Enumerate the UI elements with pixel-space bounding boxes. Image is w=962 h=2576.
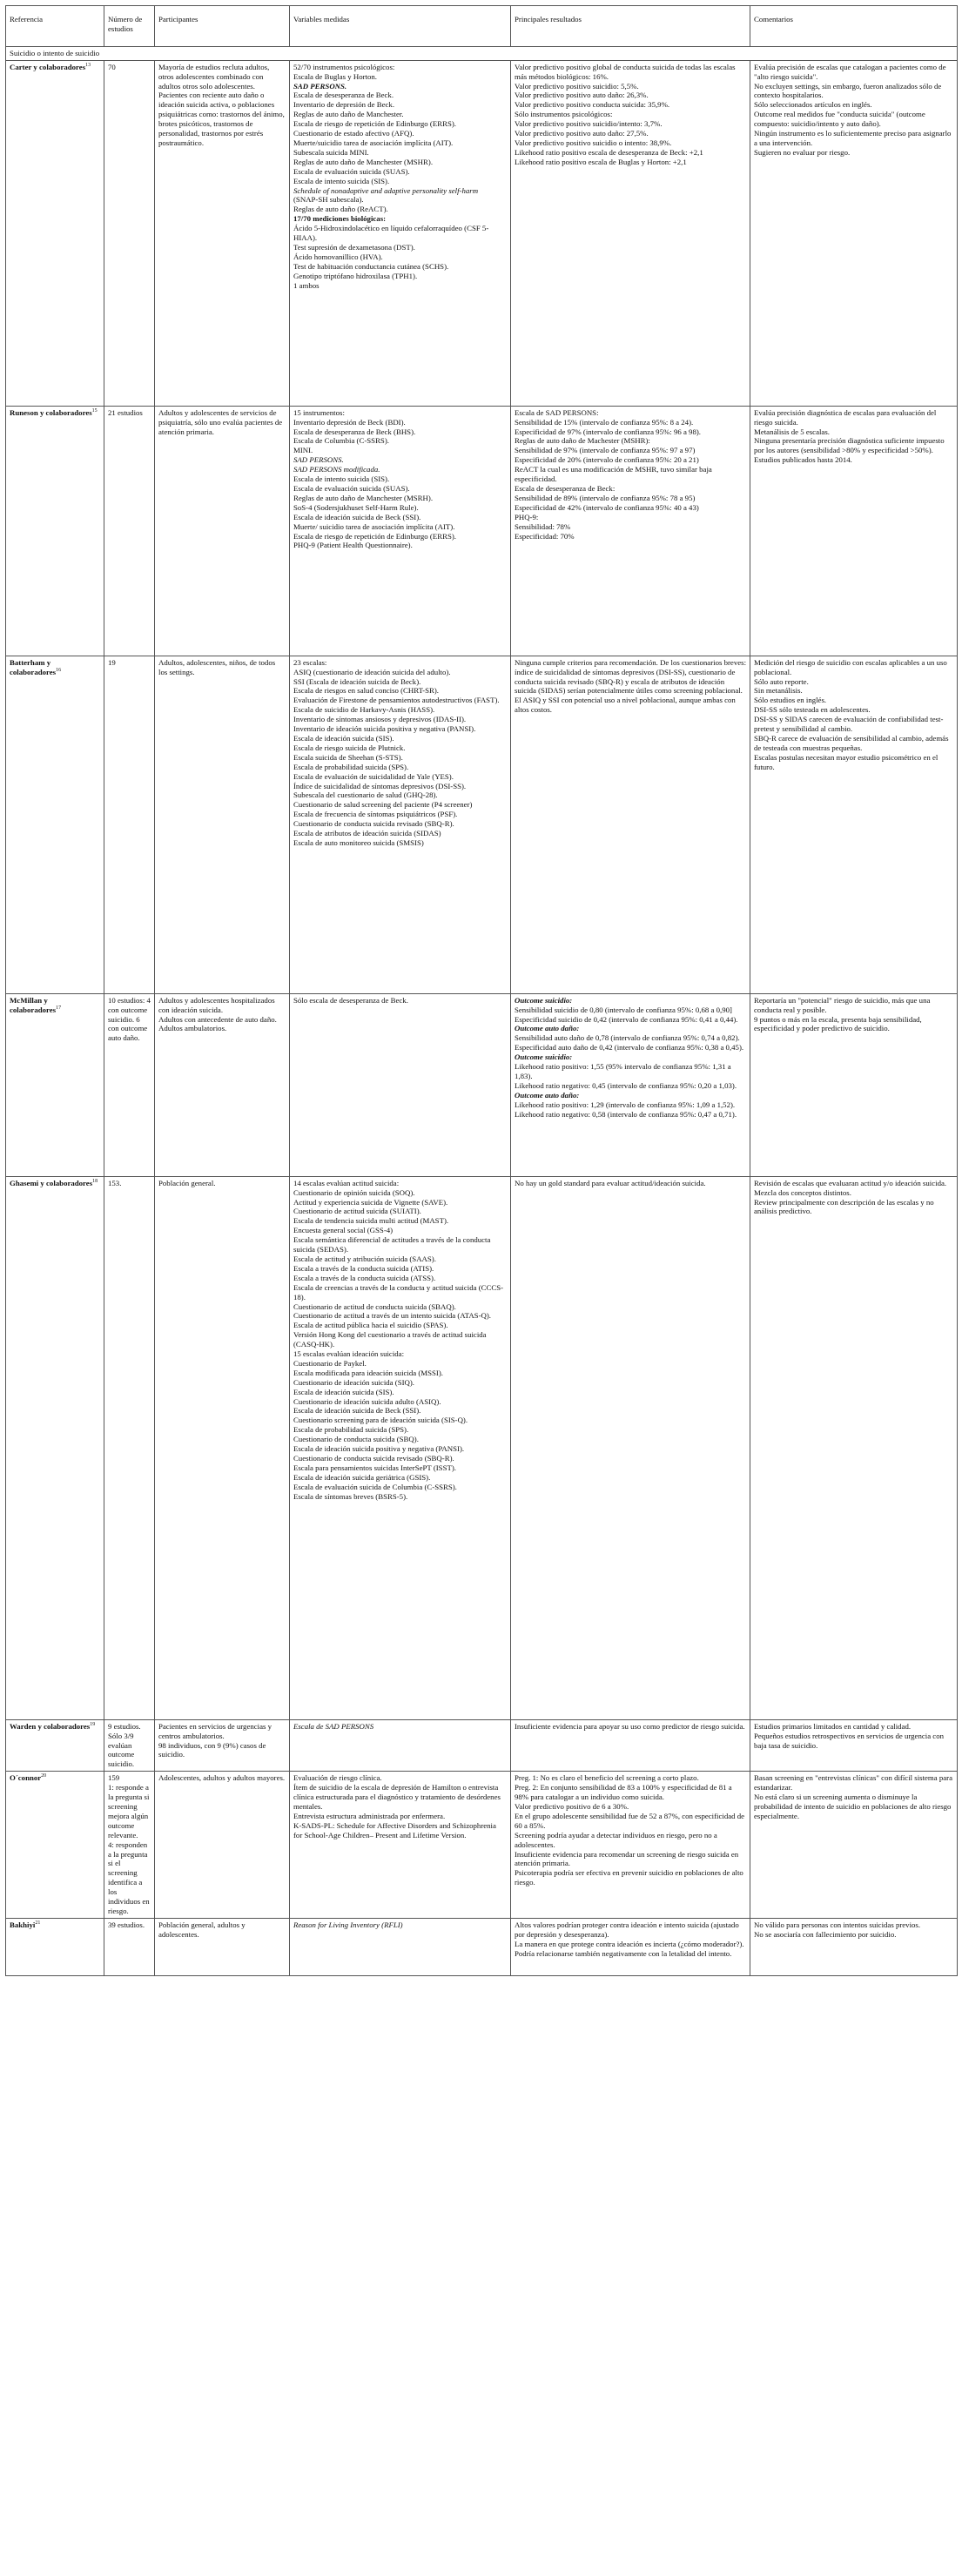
studies-cell — [104, 406, 155, 656]
cell-line: Cuestionario de actitud suicida (SUIATI). — [293, 1207, 421, 1216]
cell-line: SBQ-R carece de evaluación de sensibilidad al cambio, además de testeada con muestras pequeñas. — [754, 733, 949, 752]
cell-line: 52/70 instrumentos psicológicos: — [293, 62, 395, 71]
cell-line: Cuestionario de Paykel. — [293, 1358, 367, 1368]
cell-line: El ASIQ y SSI con potencial uso a nivel poblacional, aunque ambas con altos costos. — [515, 696, 736, 715]
cell-line: 15 instrumentos: — [293, 407, 345, 417]
cell-line: Pacientes en servicios de urgencias y centros ambulatorios. — [158, 1721, 272, 1740]
cell-line: Valor predictivo positivo conducta suicida: 35,9%. — [515, 100, 670, 110]
variables-cell — [290, 1772, 511, 1919]
cell-line: Outcome real medidos fue "conducta suicida" (outcome compuesto: suicidio/intento y auto daño). — [754, 110, 925, 129]
cell-line: 153. — [108, 1178, 122, 1187]
cell-line: PHQ-9: — [515, 512, 539, 521]
cell-line: Valor predictivo positivo suicidio: 5,5%. — [515, 81, 639, 91]
cell-line: Pacientes con reciente auto daño o ideación suicida activa, o poblaciones psiquiátricas como: trastornos del ánimo, brotes psicóticos, trastornos de personalidad, trastornos por estrés postraumático. — [158, 91, 285, 147]
reference-name: Batterham y colaboradores$^{16}$ — [10, 657, 62, 676]
cell-line: Cuestionario de salud screening del paciente (P4 screener) — [293, 800, 473, 810]
cell-line: Escala de frecuencia de síntomas psiquiátricos (PSF). — [293, 810, 458, 819]
reference-name: Ghasemi y colaboradores$^{18}$ — [10, 1178, 98, 1187]
cell-line: Escala a través de la conducta suicida (ATIS). — [293, 1263, 434, 1273]
cell-line: Adultos y adolescentes hospitalizados con ideación suicida. — [158, 995, 275, 1014]
cell-line: Reglas de auto daño de Manchester (MSRH). — [293, 493, 434, 502]
cell-line: PHQ-9 (Patient Health Questionnaire). — [293, 541, 413, 550]
reference-cell — [6, 1772, 104, 1919]
cell-line: Sensibilidad auto daño de 0,78 (intervalo de confianza 95%: 0,74 a 0,82). — [515, 1033, 740, 1043]
cell-line: La manera en que protege contra ideación es incierta (¿cómo moderador?). — [515, 1939, 744, 1948]
table-row — [6, 1918, 958, 1975]
cell-line: Preg. 2: En conjunto sensibilidad de 83 a 100% y especificidad de 81 a 98% para catalogar a un individuo como suicida. — [515, 1783, 732, 1802]
cell-line: Likehood ratio positivo escala de desesperanza de Beck: +2,1 — [515, 147, 703, 157]
cell-line: Escala de ideación suicida geriátrica (GSIS). — [293, 1472, 431, 1482]
cell-line: Escala de probabilidad suicida (SPS). — [293, 762, 409, 771]
reference-cell — [6, 60, 104, 406]
cell-line: Adolescentes, adultos y adultos mayores. — [158, 1773, 286, 1783]
cell-line: Especificidad auto daño de 0,42 (intervalo de confianza 95%: 0,38 a 0,45). — [515, 1043, 744, 1053]
variables-cell — [290, 993, 511, 1176]
cell-line: Escala de actitud pública hacia el suicidio (SPAS). — [293, 1321, 448, 1330]
table-row — [6, 656, 958, 993]
cell-line: Adultos, adolescentes, niños, de todos los settings. — [158, 657, 276, 676]
variables-cell — [290, 60, 511, 406]
cell-line: Likehood ratio positivo: 1,29 (intervalo de confianza 95%: 1,09 a 1,52). — [515, 1100, 736, 1109]
cell-line: Escala de intento suicida (SIS). — [293, 176, 390, 185]
cell-line: Cuestionario de ideación suicida (SIQ). — [293, 1377, 415, 1387]
studies-cell — [104, 1772, 155, 1919]
reference-number: 20 — [41, 1773, 47, 1779]
cell-line: Outcome auto daño: — [515, 1024, 580, 1033]
cell-line: Inventario de depresión de Beck. — [293, 100, 395, 110]
reference-number: 19 — [90, 1721, 96, 1727]
cell-line: Sensibilidad de 15% (intervalo de confianza 95%: 8 a 24). — [515, 417, 694, 427]
cell-line: Ningún instrumento es lo suficientemente preciso para asignarlo a una intervención. — [754, 129, 952, 147]
reference-name: McMillan y colaboradores$^{17}$ — [10, 995, 62, 1014]
cell-line: Outcome auto daño: — [515, 1090, 580, 1100]
cell-line: Escalas postulas necesitan mayor estudio psicométrico en el futuro. — [754, 752, 938, 771]
cell-line: Especificidad de 20% (intervalo de confianza 95%: 20 a 21) — [515, 455, 699, 465]
cell-line: No válido para personas con intentos suicidas previos. — [754, 1920, 921, 1929]
cell-line: Escala de actitud y atribución suicida (SAAS). — [293, 1254, 436, 1263]
variables-cell — [290, 1176, 511, 1719]
results-cell — [511, 656, 750, 993]
results-cell — [511, 993, 750, 1176]
cell-line: Muerte/suicidio tarea de asociación implícita (AIT). — [293, 138, 454, 147]
studies-cell — [104, 656, 155, 993]
cell-line: Valor predictivo positivo suicidio o intento: 38,9%. — [515, 138, 672, 147]
cell-line: Escala de síntomas breves (BSRS-5). — [293, 1491, 408, 1501]
cell-line: No está claro si un screening aumenta o disminuye la probabilidad de intento de suicidio en poblaciones de alto riesgo especialmente. — [754, 1792, 952, 1820]
reference-number: 15 — [91, 407, 98, 414]
comments-cell — [750, 406, 958, 656]
cell-line: Encuesta general social (GSS-4) — [293, 1226, 394, 1235]
cell-line: 23 escalas: — [293, 657, 327, 667]
cell-line: Reportaría un "potencial" riesgo de suicidio, más que una conducta real y posible. — [754, 995, 931, 1014]
section-row — [6, 46, 958, 60]
cell-line: Sólo escala de desesperanza de Beck. — [293, 995, 408, 1005]
cell-line: Escala de creencias a través de la conducta y actitud suicida (CCCS-18). — [293, 1282, 504, 1301]
results-cell — [511, 1176, 750, 1719]
cell-line: No hay un gold standard para evaluar actitud/ideación suicida. — [515, 1178, 706, 1187]
cell-line: Insuficiente evidencia para apoyar su uso como predictor de riesgo suicida. — [515, 1721, 745, 1731]
cell-line: Mayoría de estudios recluta adultos, otros adolescentes combinado con adultos otros solo adolescentes. — [158, 62, 270, 91]
cell-line: Escala de riesgos en salud conciso (CHRT-SR). — [293, 686, 439, 696]
cell-line: Valor predictivo positivo de 6 a 30%. — [515, 1801, 629, 1811]
reference-number: 16 — [56, 667, 62, 673]
cell-line: Reglas de auto daño de Manchester. — [293, 110, 404, 119]
cell-line: Sensibilidad de 89% (intervalo de confianza 95%: 78 a 95) — [515, 493, 696, 502]
cell-line: Escala de ideación suicida de Beck (SSI). — [293, 512, 421, 521]
cell-line: Escala de auto monitoreo suicida (SMSIS) — [293, 837, 424, 847]
summary-table — [5, 5, 958, 1976]
cell-line: Especificidad de 97% (intervalo de confianza 95%: 96 a 98). — [515, 427, 701, 436]
cell-line: Población general. — [158, 1178, 216, 1187]
cell-line: Evalúa precisión diagnóstica de escalas para evaluación del riesgo suicida. — [754, 407, 937, 427]
reference-cell — [6, 1176, 104, 1719]
cell-line: (SNAP-SH subescala). — [293, 195, 364, 205]
cell-line: 21 estudios — [108, 407, 143, 417]
cell-line: Escala de desesperanza de Beck: — [515, 483, 616, 493]
cell-line: Escala de evaluación suicida de Columbia (C-SSRS). — [293, 1482, 457, 1491]
cell-line: Valor predictivo positivo auto daño: 27,5%. — [515, 129, 649, 138]
cell-line: Escala de suicidio de Harkavy-Asnis (HASS). — [293, 705, 435, 715]
cell-line: Evaluación de riesgo clínica. — [293, 1773, 382, 1783]
cell-line: Escala de evaluación de suicidalidad de Yale (YES). — [293, 771, 454, 781]
cell-line: Valor predictivo positivo auto daño: 26,3%. — [515, 91, 649, 100]
cell-line: SSI (Escala de ideación suicida de Beck). — [293, 676, 421, 686]
cell-line: Escala de Columbia (C-SSRS). — [293, 436, 389, 446]
results-cell — [511, 1719, 750, 1772]
studies-cell — [104, 993, 155, 1176]
cell-line: Muerte/ suicidio tarea de asociación implícita (AIT). — [293, 521, 455, 531]
cell-line: Inventario de síntomas ansiosos y depresivos (IDAS-II). — [293, 715, 467, 724]
cell-line: 159 — [108, 1773, 120, 1783]
cell-line: ASIQ (cuestionario de ideación suicida del adulto). — [293, 667, 451, 676]
cell-line: Escala de probabilidad suicida (SPS). — [293, 1425, 409, 1435]
cell-line: Likehood ratio negativo: 0,45 (intervalo de confianza 95%: 0,20 a 1,03). — [515, 1080, 737, 1090]
cell-line: Escala de evaluación suicida (SUAS). — [293, 166, 410, 176]
cell-line: Evaluación de Firestone de pensamientos autodestructivos (FAST). — [293, 696, 500, 705]
cell-line: 1: responde a la pregunta si screening mejora algún outcome relevante. — [108, 1783, 150, 1840]
cell-line: Inventario depresión de Beck (BDI). — [293, 417, 406, 427]
cell-line: Especificidad de 42% (intervalo de confianza 95%: 40 a 43) — [515, 502, 699, 512]
participants-cell — [155, 993, 290, 1176]
comments-cell — [750, 1176, 958, 1719]
cell-line: Psicoterapia podría ser efectiva en prevenir suicidio en poblaciones de alto riesgo. — [515, 1868, 743, 1887]
cell-line: Likehood ratio positivo: 1,55 (95% intervalo de confianza 95%: 1,31 a 1,83). — [515, 1062, 731, 1080]
reference-name: Bakhiyi$^{21}$ — [10, 1920, 41, 1929]
participants-cell — [155, 1176, 290, 1719]
cell-line: Schedule of nonadaptive and adaptive personality self-harm — [293, 185, 479, 195]
cell-line: No excluyen settings, sin embargo, fueron analizados sólo de contexto hospitalarios. — [754, 81, 942, 100]
cell-line: Adultos con antecedente de auto daño. — [158, 1014, 277, 1024]
cell-line: Versión Hong Kong del cuestionario a través de actitud suicida (CASQ-HK). — [293, 1330, 487, 1349]
header-comments: Comentarios — [750, 6, 958, 47]
cell-line: Screening podría ayudar a detectar individuos en riesgo, pero no a adolescentes. — [515, 1830, 717, 1849]
cell-line: Sólo instrumentos psicológicos: — [515, 110, 613, 119]
participants-cell — [155, 406, 290, 656]
studies-cell — [104, 1918, 155, 1975]
cell-line: 17/70 mediciones biológicas: — [293, 214, 387, 224]
cell-line: DSI-SS sólo testeada en adolescentes. — [754, 705, 871, 715]
cell-line: Especificidad suicidio de 0,42 (intervalo de confianza 95%: 0,41 a 0,44). — [515, 1014, 738, 1024]
cell-line: Insuficiente evidencia para recomendar un screening de riesgo suicida en atención primaria. — [515, 1849, 739, 1868]
cell-line: Review principalmente con descripción de las escalas y no análisis predictivo. — [754, 1197, 934, 1216]
cell-line: Escala de intento suicida (SIS). — [293, 474, 390, 484]
header-participants: Participantes — [155, 6, 290, 47]
cell-line: Test de habituación conductancia cutánea (SCHS). — [293, 261, 449, 271]
cell-line: Reglas de auto daño (ReACT). — [293, 205, 388, 214]
cell-line: Escala de Buglas y Horton. — [293, 71, 378, 81]
cell-line: En el grupo adolescente sensibilidad fue de 52 a 87%, con especificidad de 60 a 85%. — [515, 1811, 745, 1830]
cell-line: Cuestionario de estado afectivo (AFQ). — [293, 129, 414, 138]
header-reference: Referencia — [6, 6, 104, 47]
studies-cell — [104, 1719, 155, 1772]
cell-line: 70 — [108, 62, 116, 71]
cell-line: Sólo auto reporte. — [754, 676, 809, 686]
reference-number: 17 — [56, 1005, 62, 1011]
reference-name: Warden y colaboradores$^{19}$ — [10, 1721, 96, 1731]
cell-line: Escala de ideación suicida (SIS). — [293, 733, 394, 743]
header-variables: Variables medidas — [290, 6, 511, 47]
cell-line: Reason for Living Inventory (RFLI) — [293, 1920, 403, 1929]
comments-cell — [750, 656, 958, 993]
comments-cell — [750, 993, 958, 1176]
cell-line: Medición del riesgo de suicidio con escalas aplicables a un uso poblacional. — [754, 657, 947, 676]
variables-cell — [290, 406, 511, 656]
comments-cell — [750, 60, 958, 406]
cell-line: 1 ambos — [293, 280, 320, 290]
reference-cell — [6, 656, 104, 993]
cell-line: Inventario de ideación suicida positiva y negativa (PANSI). — [293, 724, 476, 734]
header-results: Principales resultados — [511, 6, 750, 47]
studies-cell — [104, 1176, 155, 1719]
cell-line: Revisión de escalas que evaluaran actitud y/o ideación suicida. — [754, 1178, 947, 1187]
cell-line: Outcome suicidio: — [515, 995, 573, 1005]
cell-line: Ácido homovanillico (HVA). — [293, 252, 383, 261]
cell-line: Ácido 5-Hidroxindolacético en líquido cefalorraquídeo (CSF 5-HIAA). — [293, 224, 489, 243]
cell-line: Sin metanálisis. — [754, 686, 803, 696]
participants-cell — [155, 656, 290, 993]
participants-cell — [155, 1918, 290, 1975]
cell-line: Cuestionario de conducta suicida (SBQ). — [293, 1435, 419, 1444]
cell-line: Escala de riesgo de repetición de Edinburgo (ERRS). — [293, 119, 456, 129]
variables-cell — [290, 656, 511, 993]
cell-line: Reglas de auto daño de Machester (MSHR): — [515, 436, 650, 446]
cell-line: Escala de tendencia suicida multi actitud (MAST). — [293, 1216, 449, 1226]
cell-line: Adultos y adolescentes de servicios de psiquiatría, sólo uno evalúa pacientes de atención primaria. — [158, 407, 283, 436]
cell-line: Escala de evaluación suicida (SUAS). — [293, 483, 410, 493]
cell-line: Podría relacionarse también negativamente con la letalidad del intento. — [515, 1948, 732, 1958]
cell-line: Escala de ideación suicida de Beck (SSI). — [293, 1406, 421, 1416]
cell-line: Metanálisis de 5 escalas. — [754, 427, 830, 436]
cell-line: Preg. 1: No es claro el beneficio del screening a corto plazo. — [515, 1773, 699, 1783]
cell-line: 15 escalas evalúan ideación suicida: — [293, 1349, 405, 1359]
cell-line: Escala de SAD PERSONS — [293, 1721, 374, 1731]
cell-line: Genotipo triptófano hidroxilasa (TPH1). — [293, 271, 418, 280]
cell-line: Cuestionario de conducta suicida revisado (SBQ-R). — [293, 819, 454, 829]
cell-line: Escala a través de la conducta suicida (ATSS). — [293, 1273, 436, 1282]
cell-line: Ninguna presentaría precisión diagnóstica suficiente impuesto por los autores (sensibilidad >80% y especificidad >50%). — [754, 436, 945, 455]
cell-line: Escala de riesgo de repetición de Edinburgo (ERRS). — [293, 531, 456, 541]
participants-cell — [155, 60, 290, 406]
cell-line: Subescala suicida MINI. — [293, 147, 369, 157]
cell-line: Pequeños estudios retrospectivos en servicios de urgencia con baja tasa de suicidio. — [754, 1731, 944, 1750]
cell-line: Likehood ratio positivo escala de Buglas y Horton: +2,1 — [515, 157, 687, 166]
cell-line: Sólo seleccionados artículos en inglés. — [754, 100, 872, 110]
cell-line: ReACT la cual es una modificación de MSHR, tuvo similar baja especificidad. — [515, 465, 712, 484]
cell-line: Escala de desesperanza de Beck (BHS). — [293, 427, 416, 436]
cell-line: Sensibilidad suicidio de 0,80 (intervalo de confianza 95%: 0,68 a 0,90] — [515, 1005, 732, 1014]
cell-line: Altos valores podrían proteger contra ideación e intento suicida (ajustado por depresión y desesperanza). — [515, 1920, 739, 1939]
cell-line: Estudios primarios limitados en cantidad y calidad. — [754, 1721, 912, 1731]
comments-cell — [750, 1918, 958, 1975]
cell-line: Escala para pensamientos suicidas InterSePT (ISST). — [293, 1463, 456, 1472]
cell-line: Valor predictivo positivo suicidio/intento: 3,7%. — [515, 119, 663, 129]
reference-number: 13 — [85, 62, 91, 68]
cell-line: SoS-4 (Sodersjukhuset Self-Harm Rule). — [293, 502, 419, 512]
cell-line: Sensibilidad de 97% (intervalo de confianza 95%: 97 a 97) — [515, 446, 696, 455]
cell-line: 9 estudios. Sólo 3/9 evalúan outcome suicidio. — [108, 1721, 141, 1769]
header-studies: Número de estudios — [104, 6, 155, 47]
cell-line: Estudios publicados hasta 2014. — [754, 455, 852, 465]
cell-line: SAD PERSONS. — [293, 81, 347, 91]
cell-line: Escala de desesperanza de Beck. — [293, 91, 394, 100]
cell-line: Ítem de suicidio de la escala de depresión de Hamilton o entrevista clínica estructurada para el diagnóstico y tratamiento de desórdenes mentales. — [293, 1783, 501, 1811]
comments-cell — [750, 1719, 958, 1772]
cell-line: Escala de riesgo suicida de Plutnick. — [293, 743, 406, 752]
cell-line: Outcome suicidio: — [515, 1053, 573, 1062]
cell-line: Escala semántica diferencial de actitudes a través de la conducta suicida (SEDAS). — [293, 1235, 491, 1254]
cell-line: 14 escalas evalúan actitud suicida: — [293, 1178, 400, 1187]
variables-cell — [290, 1719, 511, 1772]
participants-cell — [155, 1719, 290, 1772]
cell-line: MINI. — [293, 446, 313, 455]
cell-line: Cuestionario de ideación suicida adulto (ASIQ). — [293, 1396, 441, 1406]
cell-line: No se asociaría con fallecimiento por suicidio. — [754, 1929, 897, 1939]
cell-line: Escala de atributos de ideación suicida (SIDAS) — [293, 829, 441, 838]
cell-line: Mezcla dos conceptos distintos. — [754, 1187, 851, 1197]
cell-line: Basan screening en "entrevistas clínicas" con difícil sistema para estandarizar. — [754, 1773, 953, 1792]
table-row — [6, 1719, 958, 1772]
table-row — [6, 993, 958, 1176]
comments-cell — [750, 1772, 958, 1919]
cell-line: Cuestionario de actitud de conducta suicida (SBAQ). — [293, 1301, 456, 1311]
cell-line: Cuestionario de opinión suicida (SOQ). — [293, 1187, 415, 1197]
cell-line: Escala suicida de Sheehan (S-STS). — [293, 752, 403, 762]
results-cell — [511, 1918, 750, 1975]
cell-line: Actitud y experiencia suicida de Vignette (SAVE). — [293, 1197, 448, 1207]
table-row — [6, 406, 958, 656]
reference-name: Runeson y colaboradores$^{15}$ — [10, 407, 98, 417]
cell-line: Escala modificada para ideación suicida (MSSI). — [293, 1368, 443, 1377]
table-row — [6, 60, 958, 406]
section-title: Suicidio o intento de suicidio — [6, 46, 958, 60]
cell-line: Índice de suicidalidad de síntomas depresivos (DSI-SS). — [293, 781, 467, 790]
cell-line: Escala de ideación suicida positiva y negativa (PANSI). — [293, 1444, 465, 1454]
cell-line: 98 individuos, con 9 (9%) casos de suicidio. — [158, 1740, 266, 1759]
cell-line: SAD PERSONS modificada. — [293, 465, 380, 474]
cell-line: Especificidad: 70% — [515, 531, 575, 541]
cell-line: Sensibilidad: 78% — [515, 521, 571, 531]
cell-line: Cuestionario de conducta suicida revisado (SBQ-R). — [293, 1454, 454, 1463]
cell-line: Reglas de auto daño de Manchester (MSHR). — [293, 157, 434, 166]
participants-cell — [155, 1772, 290, 1919]
cell-line: Cuestionario de actitud a través de un intento suicida (ATAS-Q). — [293, 1311, 491, 1321]
reference-cell — [6, 993, 104, 1176]
reference-cell — [6, 1719, 104, 1772]
cell-line: Sólo estudios en inglés. — [754, 696, 827, 705]
cell-line: Likehood ratio negativo: 0,58 (intervalo de confianza 95%: 0,47 a 0,71). — [515, 1109, 737, 1119]
cell-line: Evalúa precisión de escalas que catalogan a pacientes como de "alto riesgo suicida". — [754, 62, 946, 81]
cell-line: Ninguna cumple criterios para recomendación. De los cuestionarios breves: índice de suicidalidad de síntomas depresivos (DSI-SS), cuestionario de conducta suicida revisado (SBQ-R) y escala de atributos de ideación suicida (SIDAS) serían potencialmente útiles como screening poblacional. — [515, 657, 747, 696]
cell-line: Población general, adultos y adolescentes. — [158, 1920, 246, 1939]
cell-line: 10 estudios: 4 con outcome suicidio. 6 con outcome auto daño. — [108, 995, 151, 1043]
cell-line: 4: responden a la pregunta si el screening identifica a los individuos en riesgo. — [108, 1840, 150, 1915]
cell-line: Subescala del cuestionario de salud (GHQ-28). — [293, 790, 438, 800]
reference-number: 21 — [35, 1920, 41, 1926]
cell-line: 9 puntos o más en la escala, presenta baja sensibilidad, especificidad y poder predictivo de suicidio. — [754, 1014, 922, 1033]
table-row — [6, 1772, 958, 1919]
cell-line: 19 — [108, 657, 116, 667]
cell-line: Sugieren no evaluar por riesgo. — [754, 147, 851, 157]
cell-line: Escala de ideación suicida (SIS). — [293, 1387, 394, 1396]
cell-line: 39 estudios. — [108, 1920, 145, 1929]
cell-line: DSI-SS y SIDAS carecen de evaluación de confiabilidad test-pretest y sensibilidad al cambio. — [754, 715, 944, 734]
variables-cell — [290, 1918, 511, 1975]
results-cell — [511, 406, 750, 656]
results-cell — [511, 1772, 750, 1919]
cell-line: Entrevista estructura administrada por enfermera. — [293, 1811, 446, 1820]
cell-line: Adultos ambulatorios. — [158, 1024, 227, 1033]
results-cell — [511, 60, 750, 406]
cell-line: K-SADS-PL: Schedule for Affective Disorders and Schizophrenia for School-Age Children– Present and Lifetime Version. — [293, 1820, 496, 1840]
cell-line: Cuestionario screening para de ideación suicida (SIS-Q). — [293, 1416, 468, 1425]
cell-line: Test supresión de dexametasona (DST). — [293, 242, 415, 252]
header-row — [6, 6, 958, 47]
cell-line: SAD PERSONS. — [293, 455, 344, 465]
reference-cell — [6, 1918, 104, 1975]
reference-number: 18 — [92, 1178, 98, 1184]
cell-line: Valor predictivo positivo global de conducta suicida de todas las escalas más métodos biológicos: 16%. — [515, 62, 736, 81]
reference-name: Carter y colaboradores$^{13}$ — [10, 62, 91, 71]
table-row — [6, 1176, 958, 1719]
cell-line: Escala de SAD PERSONS: — [515, 407, 599, 417]
reference-name: O´connor$^{20}$ — [10, 1773, 47, 1783]
reference-cell — [6, 406, 104, 656]
studies-cell — [104, 60, 155, 406]
